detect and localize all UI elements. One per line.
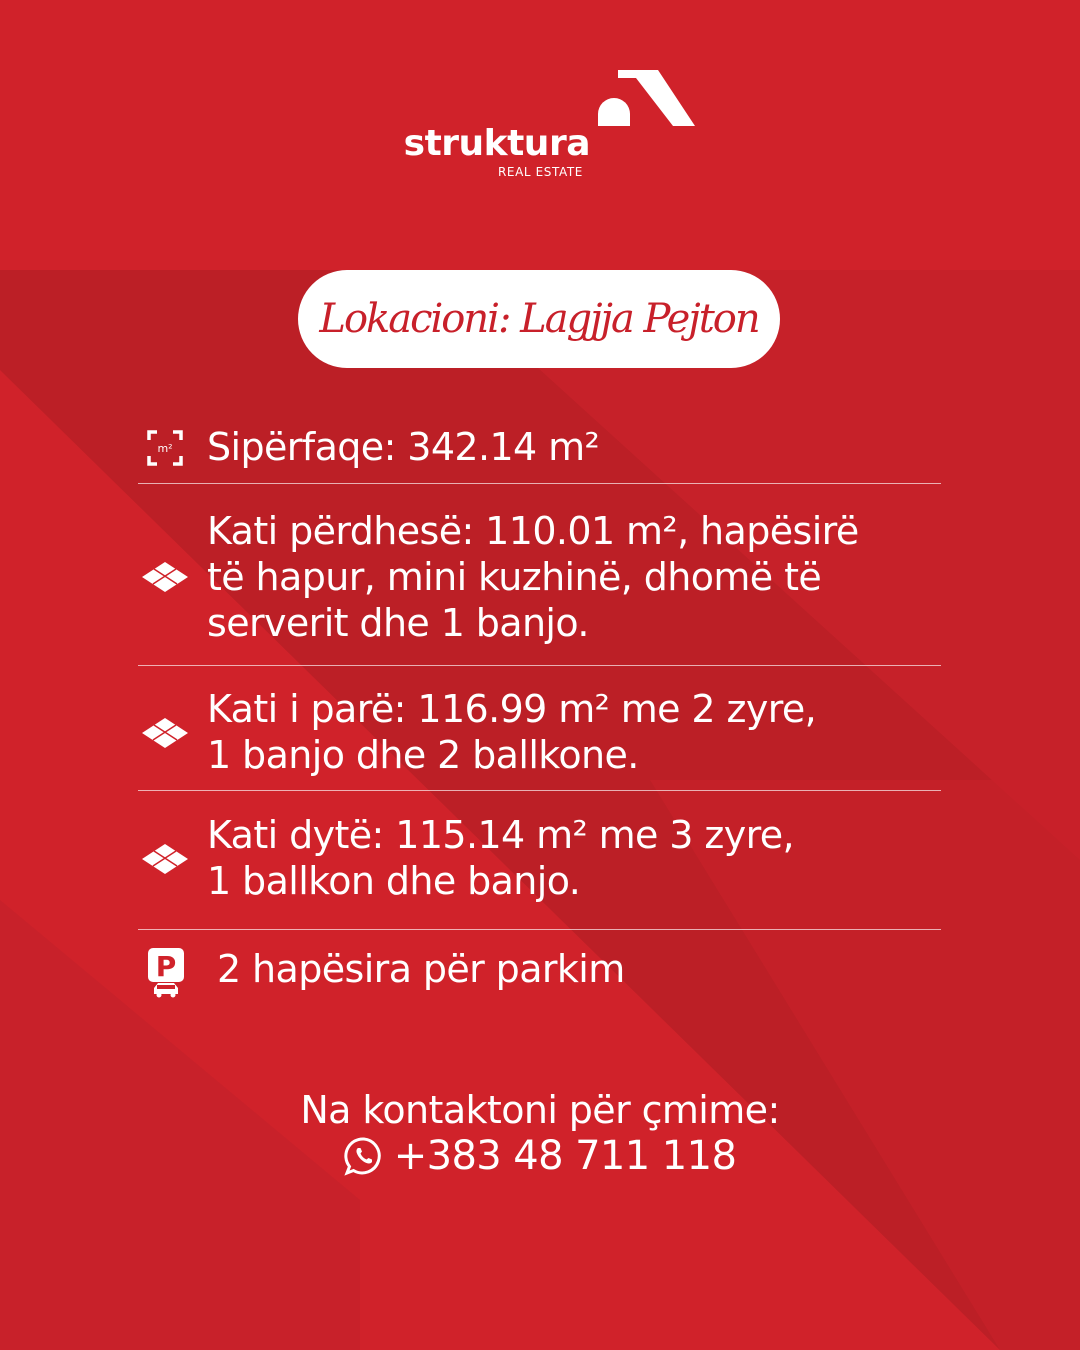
- svg-text:P: P: [155, 950, 177, 983]
- text-line: të hapur, mini kuzhinë, dhomë të: [207, 555, 822, 599]
- whatsapp-icon: [344, 1136, 384, 1176]
- brand-name: struktura: [403, 123, 590, 164]
- svg-text:m²: m²: [157, 442, 173, 455]
- feature-text: 2 hapësira për parkim: [217, 947, 625, 991]
- brand-logo: [380, 66, 700, 186]
- phone-number[interactable]: +383 48 711 118: [393, 1133, 737, 1179]
- feature-area: [0, 420, 1080, 476]
- floor-layer-icon: [140, 716, 190, 750]
- floor-layer-icon: [140, 842, 190, 876]
- feature-parking: [0, 944, 1080, 1000]
- area-m2-icon: [145, 428, 185, 468]
- floor-layer-icon: [140, 560, 190, 594]
- contact-title: Na kontaktoni për çmime:: [300, 1088, 780, 1132]
- feature-text: [207, 508, 967, 646]
- brand-subtitle: REAL ESTATE: [497, 165, 583, 179]
- text-line: 1 banjo dhe 2 ballkone.: [207, 733, 639, 777]
- feature-ground-floor: [0, 508, 1080, 648]
- divider: [138, 483, 941, 484]
- divider: [138, 665, 941, 666]
- text-line: Kati dytë: 115.14 m² me 3 zyre,: [207, 813, 795, 857]
- roof-logo-icon: [598, 68, 698, 130]
- feature-second-floor: [0, 812, 1080, 908]
- parking-icon: [146, 946, 186, 998]
- contact-phone-line[interactable]: [0, 1132, 1080, 1180]
- text-line: serverit dhe 1 banjo.: [207, 601, 589, 645]
- divider: [138, 929, 941, 930]
- feature-text: Sipërfaqe: 342.14 m²: [207, 425, 600, 469]
- location-badge: [298, 270, 780, 368]
- text-line: Kati i parë: 116.99 m² me 2 zyre,: [207, 687, 817, 731]
- location-label: Lokacioni: Lagjja Pejton: [319, 296, 759, 342]
- text-line: Kati përdhesë: 110.01 m², hapësirë: [207, 509, 859, 553]
- text-line: 1 ballkon dhe banjo.: [207, 859, 581, 903]
- feature-text: [207, 686, 967, 778]
- feature-text: [207, 812, 967, 904]
- feature-first-floor: [0, 686, 1080, 782]
- divider: [138, 790, 941, 791]
